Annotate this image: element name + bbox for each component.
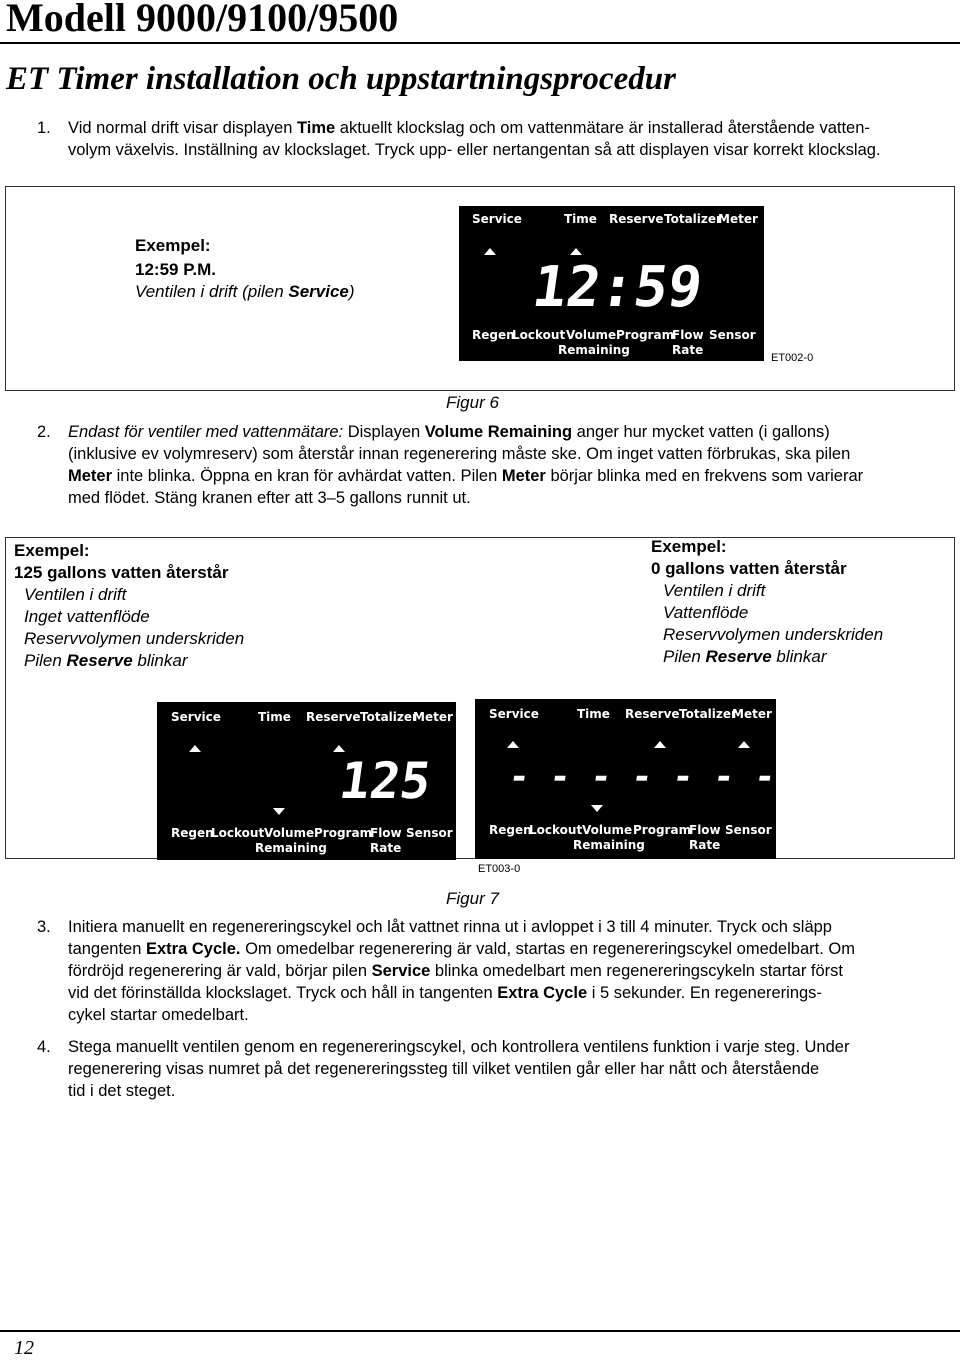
lcd-label-flow: Flow bbox=[689, 823, 721, 837]
lcd-label-lockout: Lockout bbox=[529, 823, 583, 837]
lcd-label-volume: Volume bbox=[566, 328, 617, 342]
keyword-time: Time bbox=[296, 119, 336, 137]
text-run: anger hur mycket vatten (i gallons) bbox=[572, 423, 830, 441]
keyword-service: Service bbox=[371, 962, 431, 980]
example-label: Exempel: bbox=[14, 541, 90, 560]
text-run: Stega manuellt ventilen genom en regenereringscykel, och kontrollera ventilens funktion i varje steg. Under bbox=[68, 1038, 850, 1056]
example-title: 125 gallons vatten återstår bbox=[14, 563, 229, 582]
lcd-label-remaining: Remaining bbox=[573, 838, 645, 852]
step-number: 3. bbox=[37, 918, 51, 936]
lcd-label-totalizer: Totalizer bbox=[360, 710, 418, 724]
example-line: Vattenflöde bbox=[663, 603, 749, 622]
lcd-label-regen: Regen bbox=[472, 328, 515, 342]
example-note bbox=[135, 281, 355, 303]
page-number: 12 bbox=[14, 1337, 34, 1359]
footer-divider bbox=[0, 1330, 960, 1332]
example-left bbox=[14, 540, 244, 672]
lcd-digits: 125 bbox=[335, 752, 435, 810]
text-run: blinkar bbox=[132, 651, 188, 670]
keyword-extra-cycle: Extra Cycle bbox=[497, 984, 588, 1002]
keyword-reserve: Reserve bbox=[66, 651, 133, 670]
lcd-label-remaining: Remaining bbox=[558, 343, 630, 357]
lcd-label-meter: Meter bbox=[413, 710, 453, 724]
text-run: tid i det steget. bbox=[68, 1082, 176, 1100]
example-line: Ventilen i drift bbox=[663, 581, 766, 600]
keyword-meter: Meter bbox=[501, 467, 546, 485]
lcd-label-reserve: Reserve bbox=[625, 707, 680, 721]
keyword-service: Service bbox=[288, 282, 349, 301]
step-text bbox=[68, 117, 948, 161]
example-right bbox=[651, 536, 883, 668]
meter-down-arrow-icon bbox=[591, 805, 603, 812]
lcd-label-regen: Regen bbox=[171, 826, 214, 840]
text-run: Displayen bbox=[343, 423, 425, 441]
text-run: Pilen bbox=[663, 647, 706, 666]
header-divider bbox=[0, 42, 960, 44]
figure-6-caption: Figur 6 bbox=[446, 393, 499, 412]
text-run: cykel startar omedelbart. bbox=[68, 1006, 249, 1024]
text-run: tangenten bbox=[68, 940, 146, 958]
lcd-label-lockout: Lockout bbox=[211, 826, 265, 840]
keyword-volume-remaining: Volume Remaining bbox=[424, 423, 573, 441]
lcd-label-rate: Rate bbox=[672, 343, 704, 357]
lcd-display-dashes bbox=[475, 699, 776, 859]
lcd-label-service: Service bbox=[472, 212, 522, 226]
lcd-display-time bbox=[459, 206, 764, 361]
service-arrow-icon bbox=[189, 745, 201, 752]
text-run: fördröjd regenerering är vald, börjar pilen bbox=[68, 962, 372, 980]
step-text bbox=[68, 421, 948, 509]
service-arrow-icon bbox=[484, 248, 496, 255]
meter-arrow-icon bbox=[738, 741, 750, 748]
figure-7-caption: Figur 7 bbox=[446, 889, 499, 908]
text-run: (inklusive ev volymreserv) som återstår innan regenerering måste ske. Om inget vatten förbrukas, ska pilen bbox=[68, 445, 851, 463]
lcd-label-meter: Meter bbox=[718, 212, 758, 226]
example-line: Ventilen i drift bbox=[24, 585, 127, 604]
lcd-label-sensor: Sensor bbox=[725, 823, 772, 837]
figure-7-box bbox=[5, 537, 955, 859]
keyword-meter: Meter bbox=[68, 467, 113, 485]
example-time: 12:59 P.M. bbox=[135, 260, 216, 279]
text-run: Vid normal drift visar displayen bbox=[68, 119, 297, 137]
text-run: Om omedelbar regenerering är vald, startas en regenereringscykel omedelbart. Om bbox=[240, 940, 855, 958]
example-line: Reservvolymen underskriden bbox=[24, 629, 245, 648]
text-run: med flödet. Stäng kranen efter att 3–5 gallons runnit ut. bbox=[68, 489, 471, 507]
lcd-label-service: Service bbox=[489, 707, 539, 721]
example-line: Inget vattenflöde bbox=[24, 607, 150, 626]
example-label: Exempel: bbox=[651, 537, 727, 556]
text-run: vid det förinställda klockslaget. Tryck och håll in tangenten bbox=[68, 984, 498, 1002]
lcd-label-flow: Flow bbox=[370, 826, 402, 840]
text-run: inte blinka. Öppna en kran för avhärdat vatten. Pilen bbox=[112, 467, 502, 485]
text-run: volym växelvis. Inställning av klockslaget. Tryck upp- eller nertangentan så att displayen visar korrekt klockslag. bbox=[68, 141, 881, 159]
lcd-digits: 12:59 bbox=[528, 255, 707, 320]
example-line bbox=[651, 646, 883, 668]
text-run: regenerering visas numret på det regenereringssteg till vilket ventilen går eller har nått och återstående bbox=[68, 1060, 820, 1078]
lcd-label-sensor: Sensor bbox=[406, 826, 453, 840]
text-run: i 5 sekunder. En regenererings- bbox=[587, 984, 822, 1002]
lcd-display-125 bbox=[157, 702, 456, 860]
lcd-label-sensor: Sensor bbox=[709, 328, 756, 342]
step-number: 1. bbox=[37, 119, 51, 137]
keyword-reserve: Reserve bbox=[705, 647, 772, 666]
lcd-label-flow: Flow bbox=[672, 328, 704, 342]
section-title: ET Timer installation och uppstartningsprocedur bbox=[6, 61, 676, 97]
lcd-label-program: Program bbox=[633, 823, 692, 837]
lcd-label-totalizer: Totalizer bbox=[679, 707, 737, 721]
lcd-label-volume: Volume bbox=[264, 826, 315, 840]
meter-arrow-icon bbox=[273, 808, 285, 815]
lcd-label-regen: Regen bbox=[489, 823, 532, 837]
lcd-label-volume: Volume bbox=[582, 823, 633, 837]
lcd-label-remaining: Remaining bbox=[255, 841, 327, 855]
lcd-label-lockout: Lockout bbox=[512, 328, 566, 342]
lcd-label-time: Time bbox=[258, 710, 291, 724]
step-text bbox=[68, 916, 948, 1026]
text-run: Ventilen i drift (pilen bbox=[135, 282, 289, 301]
step-number: 2. bbox=[37, 423, 51, 441]
reserve-arrow-icon bbox=[654, 741, 666, 748]
figure-6-box bbox=[5, 186, 955, 391]
figure-code: ET002-0 bbox=[771, 352, 814, 364]
time-arrow-icon bbox=[570, 248, 582, 255]
text-run: aktuellt klockslag och om vattenmätare är installerad återstående vatten- bbox=[335, 119, 870, 137]
text-run: Initiera manuellt en regenereringscykel och låt vattnet rinna ut i avloppet i 3 till 4 minuter. Tryck och släpp bbox=[68, 918, 832, 936]
text-run: Endast för ventiler med vattenmätare: bbox=[68, 423, 344, 441]
example-line: Reservvolymen underskriden bbox=[663, 625, 884, 644]
lcd-label-reserve: Reserve bbox=[306, 710, 361, 724]
keyword-extra-cycle: Extra Cycle. bbox=[146, 940, 241, 958]
lcd-label-totalizer: Totalizer bbox=[664, 212, 722, 226]
text-run: ) bbox=[348, 282, 355, 301]
lcd-label-meter: Meter bbox=[732, 707, 772, 721]
lcd-label-program: Program bbox=[314, 826, 373, 840]
lcd-label-service: Service bbox=[171, 710, 221, 724]
lcd-dashes: - - - - - - - bbox=[506, 757, 778, 797]
lcd-label-rate: Rate bbox=[689, 838, 721, 852]
step-number: 4. bbox=[37, 1038, 51, 1056]
figure-code: ET003-0 bbox=[478, 863, 521, 875]
text-run: blinka omedelbart men regenereringscykeln startar först bbox=[430, 962, 844, 980]
document-title: Modell 9000/9100/9500 bbox=[6, 0, 399, 40]
reserve-arrow-icon bbox=[333, 745, 345, 752]
step-text bbox=[68, 1036, 948, 1102]
example-label: Exempel: bbox=[135, 236, 211, 255]
lcd-label-rate: Rate bbox=[370, 841, 402, 855]
example-title: 0 gallons vatten återstår bbox=[651, 559, 847, 578]
lcd-label-reserve: Reserve bbox=[609, 212, 664, 226]
lcd-label-program: Program bbox=[616, 328, 675, 342]
lcd-label-time: Time bbox=[564, 212, 597, 226]
example-line bbox=[14, 650, 244, 672]
service-arrow-icon bbox=[507, 741, 519, 748]
text-run: blinkar bbox=[771, 647, 827, 666]
lcd-label-time: Time bbox=[577, 707, 610, 721]
text-run: börjar blinka med en frekvens som varierar bbox=[545, 467, 864, 485]
text-run: Pilen bbox=[24, 651, 67, 670]
